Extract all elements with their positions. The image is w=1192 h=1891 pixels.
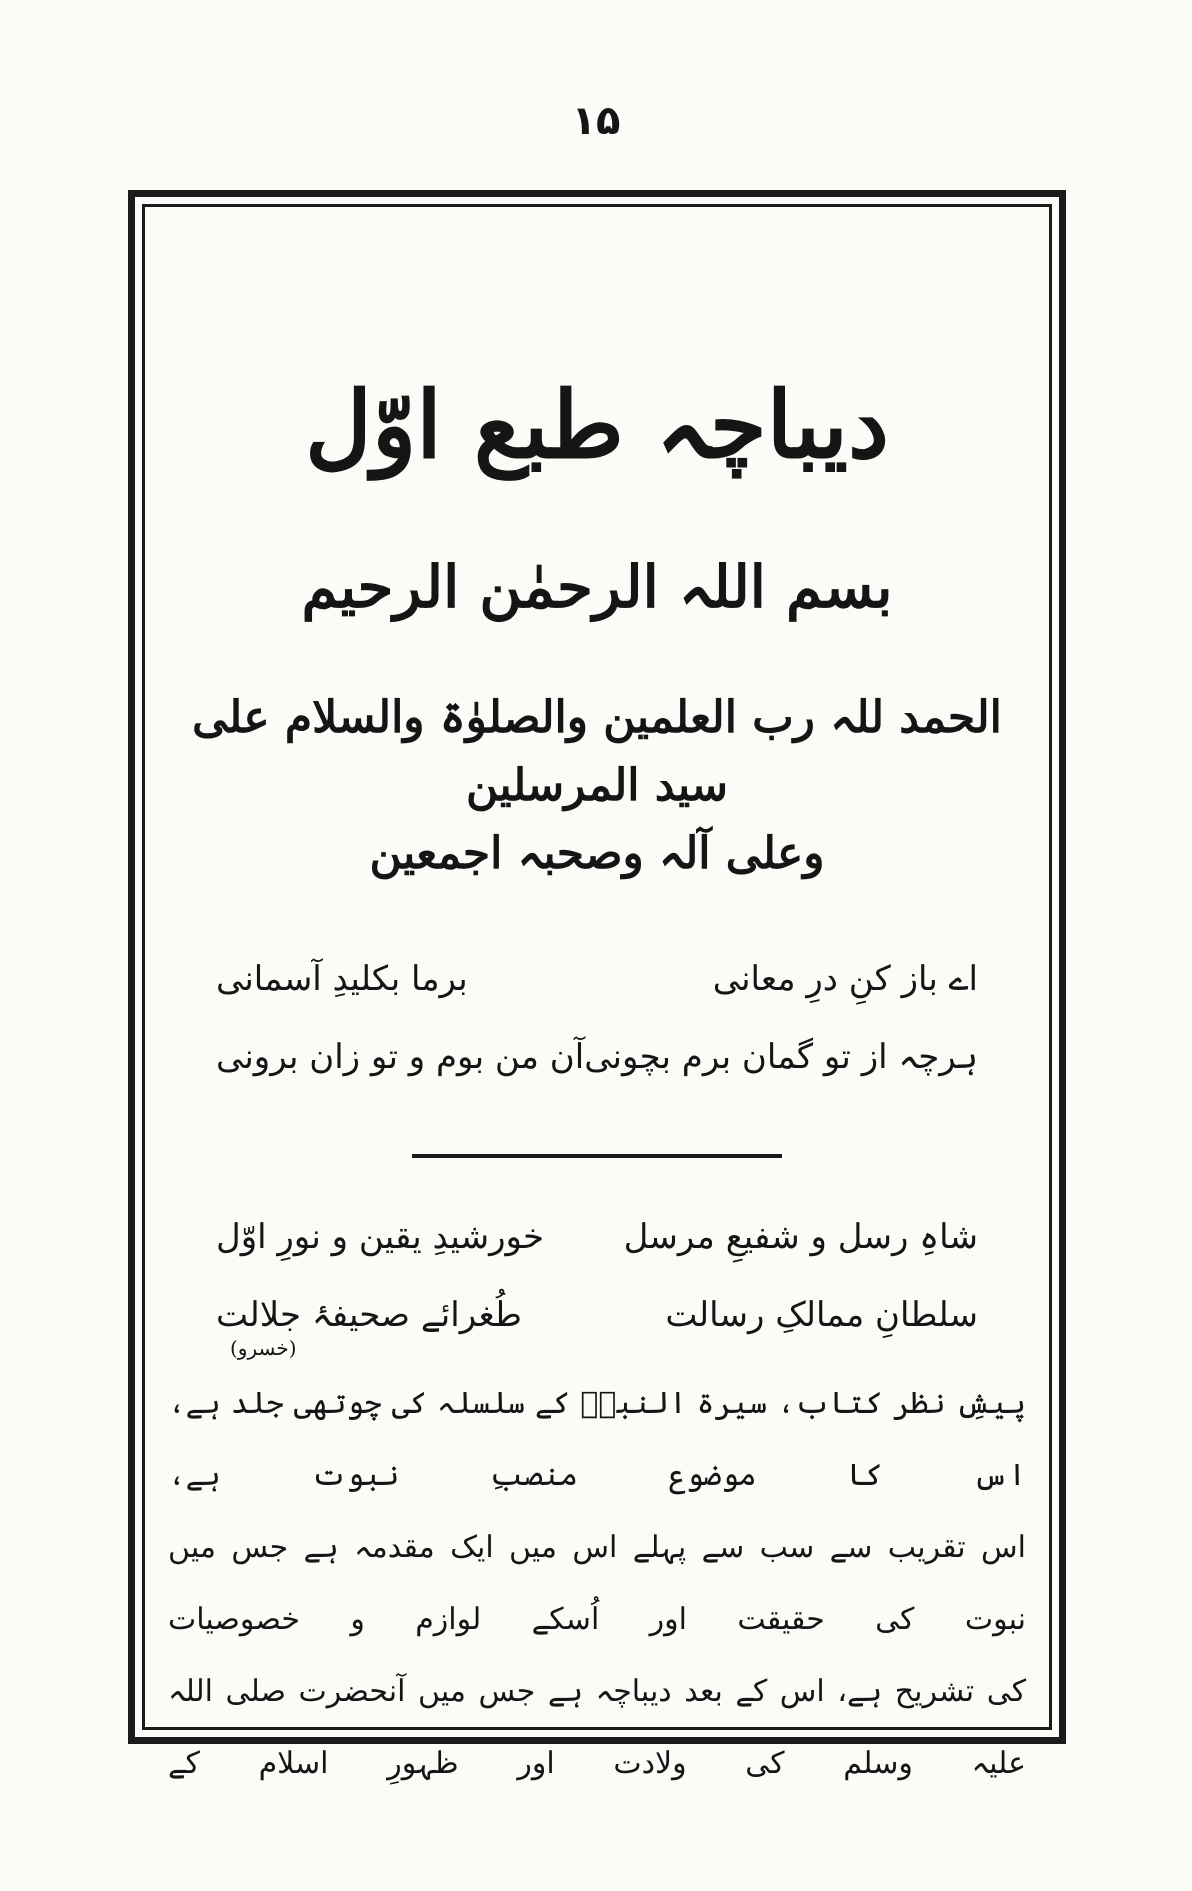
hamd-line-1: الحمد للہ رب العلمین والصلوٰۃ والسلام علی سید المرسلین (192, 692, 1002, 811)
verse-hemistich-left: خورشیدِ یقین و نورِ اوّل (216, 1217, 545, 1257)
verse-row (160, 1198, 1034, 1276)
page-content (160, 360, 1034, 1781)
verse-row (160, 1018, 1034, 1096)
verse-hemistich-left: برما بکلیدِ آسمانی (216, 959, 468, 999)
verse-hemistich-left: آن من بوم و تو زان برونی (216, 1037, 585, 1077)
verse-hemistich-right: شاہِ رسل و شفیعِ مرسل (623, 1217, 978, 1257)
verse-block-2 (160, 1198, 1034, 1360)
verse-hemistich-right: ہرچہ از تو گمان برم بچونی (584, 1037, 978, 1077)
hamd-block (160, 684, 1034, 888)
verse-block-1 (160, 940, 1034, 1096)
prose-line: کی تشریح ہے، اس کے بعد دیباچہ ہے جس میں آنحضرت صلی اللہ علیہ وسلم کی ولادت اور ظہورِ اسلام کے (168, 1674, 1026, 1781)
chapter-title: دیباچہ طبع اوّل (305, 371, 889, 479)
bismillah: بسم اللہ الرحمٰن الرحیم (301, 553, 893, 621)
hamd-line-2: وعلی آلہ وصحبہ اجمعین (369, 828, 825, 879)
prose-line: اس تقریب سے سب سے پہلے اس میں ایک مقدمہ ہے جس میں نبوت کی حقیقت اور اُسکے لوازم و خصوصیات (168, 1530, 1026, 1637)
prose-paragraph (160, 1368, 1034, 1800)
verse-hemistich-right: اے باز کنِ درِ معانی (712, 959, 978, 999)
verse-hemistich-right: سلطانِ ممالکِ رسالت (665, 1295, 978, 1335)
page-number: ۱۵ (571, 98, 621, 144)
verse-row (160, 940, 1034, 1018)
section-divider (412, 1154, 782, 1158)
verse-hemistich-left: طُغرائے صحیفۂ جلالت (216, 1295, 522, 1335)
prose-line: پیشِ نظر کتاب، سیرۃ النبیؐ کے سلسلہ کی چوتھی جلد ہے، اس کا موضوع منصبِ نبوت ہے، (168, 1386, 1026, 1493)
poet-attribution: (خسرو) (230, 1336, 297, 1360)
